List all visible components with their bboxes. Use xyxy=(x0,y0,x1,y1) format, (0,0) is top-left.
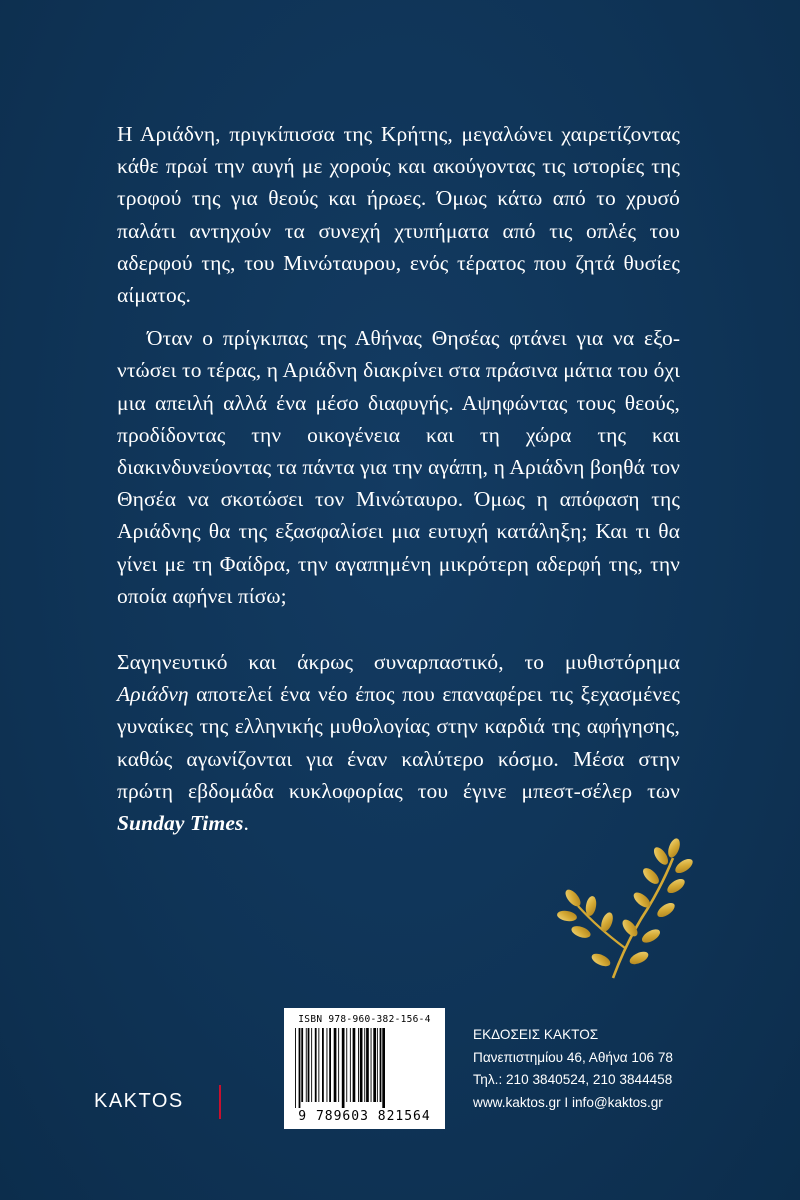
barcode-bar xyxy=(299,1028,301,1108)
barcode-digits: 9 789603 821564 xyxy=(298,1109,431,1124)
blurb-paragraph-3 xyxy=(117,646,680,839)
publisher-phone: Τηλ.: 210 3840524, 210 3844458 xyxy=(473,1072,673,1087)
publisher-logo: KAKTOS xyxy=(94,1090,184,1112)
barcode-bar xyxy=(382,1028,385,1108)
barcode-bar xyxy=(358,1028,359,1102)
publisher-name: ΕΚΔΟΣΕΙΣ ΚΑΚΤΟΣ xyxy=(473,1027,599,1042)
barcode-bar xyxy=(315,1028,317,1102)
barcode-bars xyxy=(292,1028,437,1108)
barcode-bar xyxy=(318,1028,319,1102)
isbn-label: ISBN 978-960-382-156-4 xyxy=(298,1014,431,1025)
barcode-bar xyxy=(322,1028,324,1102)
blurb-paragraph-2: Όταν ο πρίγκιπας της Αθήνας Θησέας φτάνει για να εξοντώσει το τέρας, η Αριάδνη διακρίνει στα πράσινα μάτια του όχι μια απειλή αλλά ένα μέσο διαφυγής. Αψηφώντας τους θεούς, προδίδοντας την οικογένεια και τη χώρα της και διακινδυνεύοντας τα πάντα για την αγάπη, η Αριάδνη βοηθά τον Θησέα να σκοτώσει τον Μινώταυρο. Όμως η απόφαση της Αριάδνης θα της εξασφαλίσει μια ευτυχή κατάληξη; Και τι θα γίνει με τη Φαίδρα, την αγαπημένη μικρότερη αδερφή της, την οποία αφήνει πίσω; xyxy=(117,326,680,608)
barcode-bar xyxy=(364,1028,365,1102)
book-title-italic: Αριάδνη xyxy=(117,682,189,707)
barcode-bar xyxy=(342,1028,345,1108)
blurb-p3-intro: Σαγηνευτικό και άκρως συναρπαστικό, το μυθιστόρημα xyxy=(117,650,680,675)
newspaper-name: Sunday Times xyxy=(117,811,244,836)
barcode-bar xyxy=(373,1028,376,1102)
publisher-address: Πανεπιστημίου 46, Αθήνα 106 78 xyxy=(473,1049,673,1065)
paragraph-spacer xyxy=(117,612,680,646)
publisher-web: www.kaktos.gr I info@kaktos.gr xyxy=(473,1094,663,1110)
barcode-bar xyxy=(350,1028,351,1102)
barcode-bar xyxy=(380,1028,382,1102)
barcode-bar xyxy=(334,1028,337,1102)
logo-divider xyxy=(219,1085,221,1119)
blurb-paragraph-1: Η Αριάδνη, πριγκίπισσα της Κρήτης, μεγαλώνει χαιρετίζοντας κάθε πρωί την αυγή με χορούς και ακούγοντας τις ιστορίες της τροφού της για θεούς και ήρωες. Όμως κάτω από το χρυσό παλάτι αντηχούν τα συνεχή χτυπήματα από τις οπλές του αδερφού της, του Μινώταυρου, ενός τέρατος που ζητά θυσίες αίματος. xyxy=(117,122,680,308)
paragraph-spacer xyxy=(117,311,680,322)
barcode-bar xyxy=(308,1028,310,1102)
barcode-bar xyxy=(301,1028,303,1102)
barcode-bar xyxy=(371,1028,372,1102)
barcode-bar xyxy=(306,1028,307,1102)
blurb-p3-end: . xyxy=(243,811,249,836)
barcode-bar xyxy=(311,1028,312,1102)
blurb-text xyxy=(117,118,680,839)
golden-olive-branch-icon xyxy=(553,828,703,988)
barcode-bar xyxy=(377,1028,378,1102)
barcode-bar xyxy=(353,1028,356,1102)
barcode-bar xyxy=(346,1028,347,1102)
barcode-bar xyxy=(295,1028,296,1108)
barcode-bar xyxy=(327,1028,328,1102)
publisher-info xyxy=(473,1024,773,1114)
isbn-barcode xyxy=(284,1008,445,1129)
blurb-p3-body: αποτελεί ένα νέο έπος που επαναφέρει τις ξεχασμένες γυναίκες της ελληνικής μυθολογίας στην καρδιά της αφήγησης, καθώς αγωνίζονται για έναν καλύτερο κόσμο. Μέσα στην πρώτη εβδομάδα κυκλοφορίας του έγινε μπεστ-σέλερ των xyxy=(117,682,680,803)
barcode-bar xyxy=(338,1028,339,1102)
barcode-bar xyxy=(366,1028,369,1102)
barcode-bar xyxy=(329,1028,331,1102)
barcode-bar xyxy=(360,1028,363,1102)
